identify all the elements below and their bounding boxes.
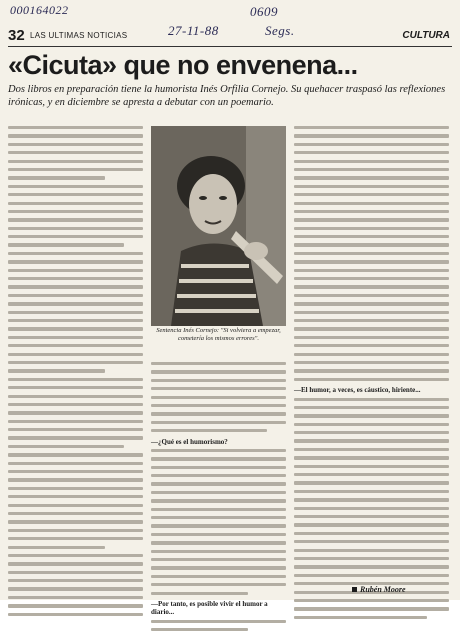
body-column-3	[294, 126, 449, 624]
subhead-daily-humor: —Por tanto, es posible vivir el humor a diario...	[151, 599, 268, 617]
body-column-1	[8, 126, 143, 621]
subhead-caustic-humor: —El humor, a veces, es cáustico, hiriente...	[294, 386, 421, 395]
header-rule	[8, 46, 452, 47]
body-text-block	[8, 126, 143, 616]
byline-square-icon	[352, 587, 357, 592]
byline	[352, 585, 406, 594]
page-number: 32	[8, 27, 25, 44]
headline: «Cicuta» que no envenena...	[8, 50, 358, 80]
catalog-number-annotation: 000164022	[10, 3, 69, 17]
date-annotation: 27-11-88	[168, 23, 219, 38]
photo-caption: Sentencia Inés Cornejo: "Si volviera a empezar, cometería los mismos errores".	[156, 327, 281, 342]
page-header	[8, 27, 452, 44]
section-label: CULTURA	[402, 30, 450, 41]
article-deck: Dos libros en preparación tiene la humorista Inés Orfilia Cornejo. Su quehacer traspasó las reflexiones irónicas, y en diciembre se apresta a debutar con un poemario.	[8, 84, 446, 108]
body-column-2	[151, 362, 286, 637]
code-annotation: 0609	[250, 4, 278, 19]
subhead-humor-question: —¿Qué es el humorismo?	[151, 437, 228, 446]
newspaper-name: LAS ULTIMAS NOTICIAS	[30, 31, 128, 40]
byline-author: Rubén Moore	[360, 585, 406, 594]
author-photo	[151, 126, 286, 326]
publication-annotation: Segs.	[265, 23, 295, 38]
